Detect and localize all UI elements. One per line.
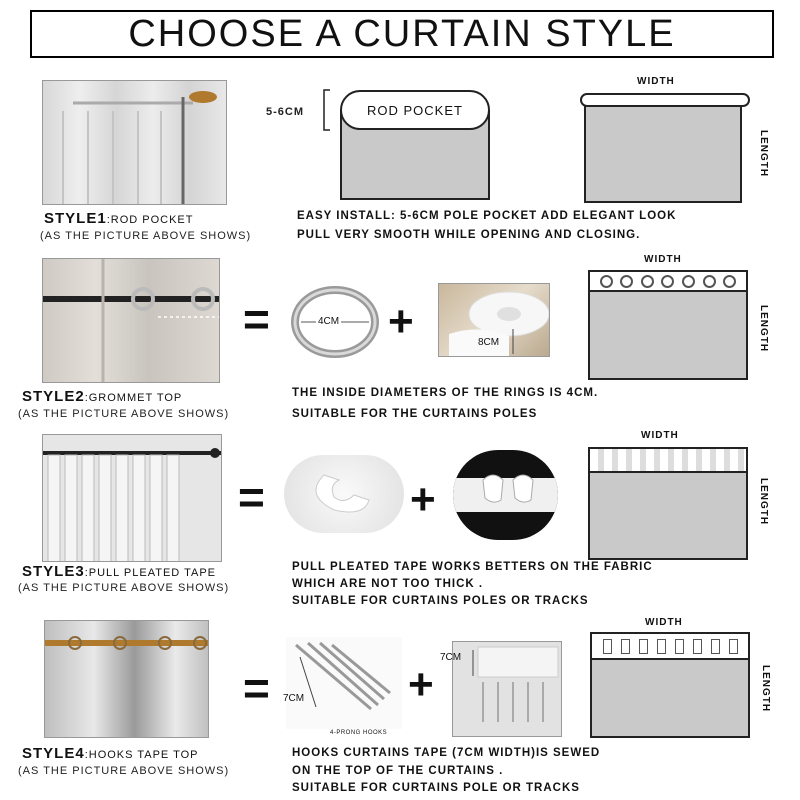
style3-title: STYLE3:PULL PLEATED TAPE (22, 563, 216, 580)
style4-plus: + (408, 660, 434, 709)
page-title: CHOOSE A CURTAIN STYLE (128, 12, 676, 55)
style2-photo (42, 258, 220, 383)
prong-hooks-image (286, 637, 402, 729)
style4-desc-3: SUITABLE FOR CURTAINS POLE OR TRACKS (292, 782, 580, 794)
style3-desc-3: SUITABLE FOR CURTAINS POLES OR TRACKS (292, 595, 589, 607)
style1-note: (AS THE PICTURE ABOVE SHOWS) (40, 230, 252, 242)
prong-hook-size-label: 7CM (283, 693, 305, 704)
style2-plus: + (388, 297, 414, 346)
style1-photo (42, 80, 227, 205)
style4-title: STYLE4:HOOKS TAPE TOP (22, 745, 199, 762)
style4-desc-2: ON THE TOP OF THE CURTAINS . (292, 765, 504, 777)
style1-length-label: LENGTH (758, 130, 769, 178)
pocket-size-label: 5-6CM (266, 106, 305, 118)
pleat-hook-icon (284, 455, 404, 533)
style4-photo (44, 620, 209, 738)
rod-pocket-curtain-image (43, 81, 227, 205)
prong-hook-caption: 4-PRONG HOOKS (330, 730, 388, 736)
style1-width-label: WIDTH (637, 76, 675, 87)
style3-plus: + (410, 475, 436, 524)
style2-equals: = (243, 293, 270, 345)
style3-equals: = (238, 471, 265, 523)
style2-width-label: WIDTH (644, 254, 682, 265)
style2-panel-diagram (588, 270, 748, 380)
style3-desc-2: WHICH ARE NOT TOO THICK . (292, 578, 484, 590)
grommet-tape-size-label: 8CM (478, 337, 500, 348)
style3-photo (42, 434, 222, 562)
hooks-tape-image (452, 641, 562, 737)
style1-desc-2: PULL VERY SMOOTH WHILE OPENING AND CLOSING. (297, 229, 641, 241)
hooks-tape-size-label: 7CM (440, 652, 462, 663)
style4-width-label: WIDTH (645, 617, 683, 628)
pleat-hook-image (284, 455, 404, 533)
style2-desc-2: SUITABLE FOR THE CURTAINS POLES (292, 408, 538, 420)
prong-hook-icon (286, 637, 402, 729)
rod-pocket-diagram (340, 90, 490, 200)
style4-length-label: LENGTH (760, 665, 771, 713)
style1-title: STYLE1:ROD POCKET (44, 210, 194, 227)
title-banner (30, 10, 774, 58)
style4-desc-1: HOOKS CURTAINS TAPE (7CM WIDTH)IS SEWED (292, 747, 601, 759)
style3-desc-1: PULL PLEATED TAPE WORKS BETTERS ON THE FABRIC (292, 561, 653, 573)
hooks-curtain-image (45, 621, 209, 738)
pleat-tape-image (453, 450, 558, 540)
style2-length-label: LENGTH (758, 305, 769, 353)
style3-panel-diagram (588, 447, 748, 560)
pleated-curtain-image (43, 435, 222, 562)
rod-pocket-label: ROD POCKET (367, 102, 463, 118)
style1-desc-1: EASY INSTALL: 5-6CM POLE POCKET ADD ELEGANT LOOK (297, 210, 677, 222)
ring-size-label: 4CM (318, 316, 340, 327)
style4-equals: = (243, 662, 270, 714)
style2-note: (AS THE PICTURE ABOVE SHOWS) (18, 408, 230, 420)
style2-title: STYLE2:GROMMET TOP (22, 388, 183, 405)
style4-note: (AS THE PICTURE ABOVE SHOWS) (18, 765, 230, 777)
pocket-bracket (322, 88, 332, 132)
grommet-curtain-image (43, 259, 220, 383)
style2-desc-1: THE INSIDE DIAMETERS OF THE RINGS IS 4CM. (292, 387, 599, 399)
hook-tape-icon (453, 642, 562, 737)
style3-note: (AS THE PICTURE ABOVE SHOWS) (18, 582, 230, 594)
pleat-tape-icon (453, 450, 558, 540)
style1-panel-diagram (580, 93, 750, 203)
style3-width-label: WIDTH (641, 430, 679, 441)
style3-length-label: LENGTH (758, 478, 769, 526)
style4-panel-diagram (590, 632, 750, 738)
